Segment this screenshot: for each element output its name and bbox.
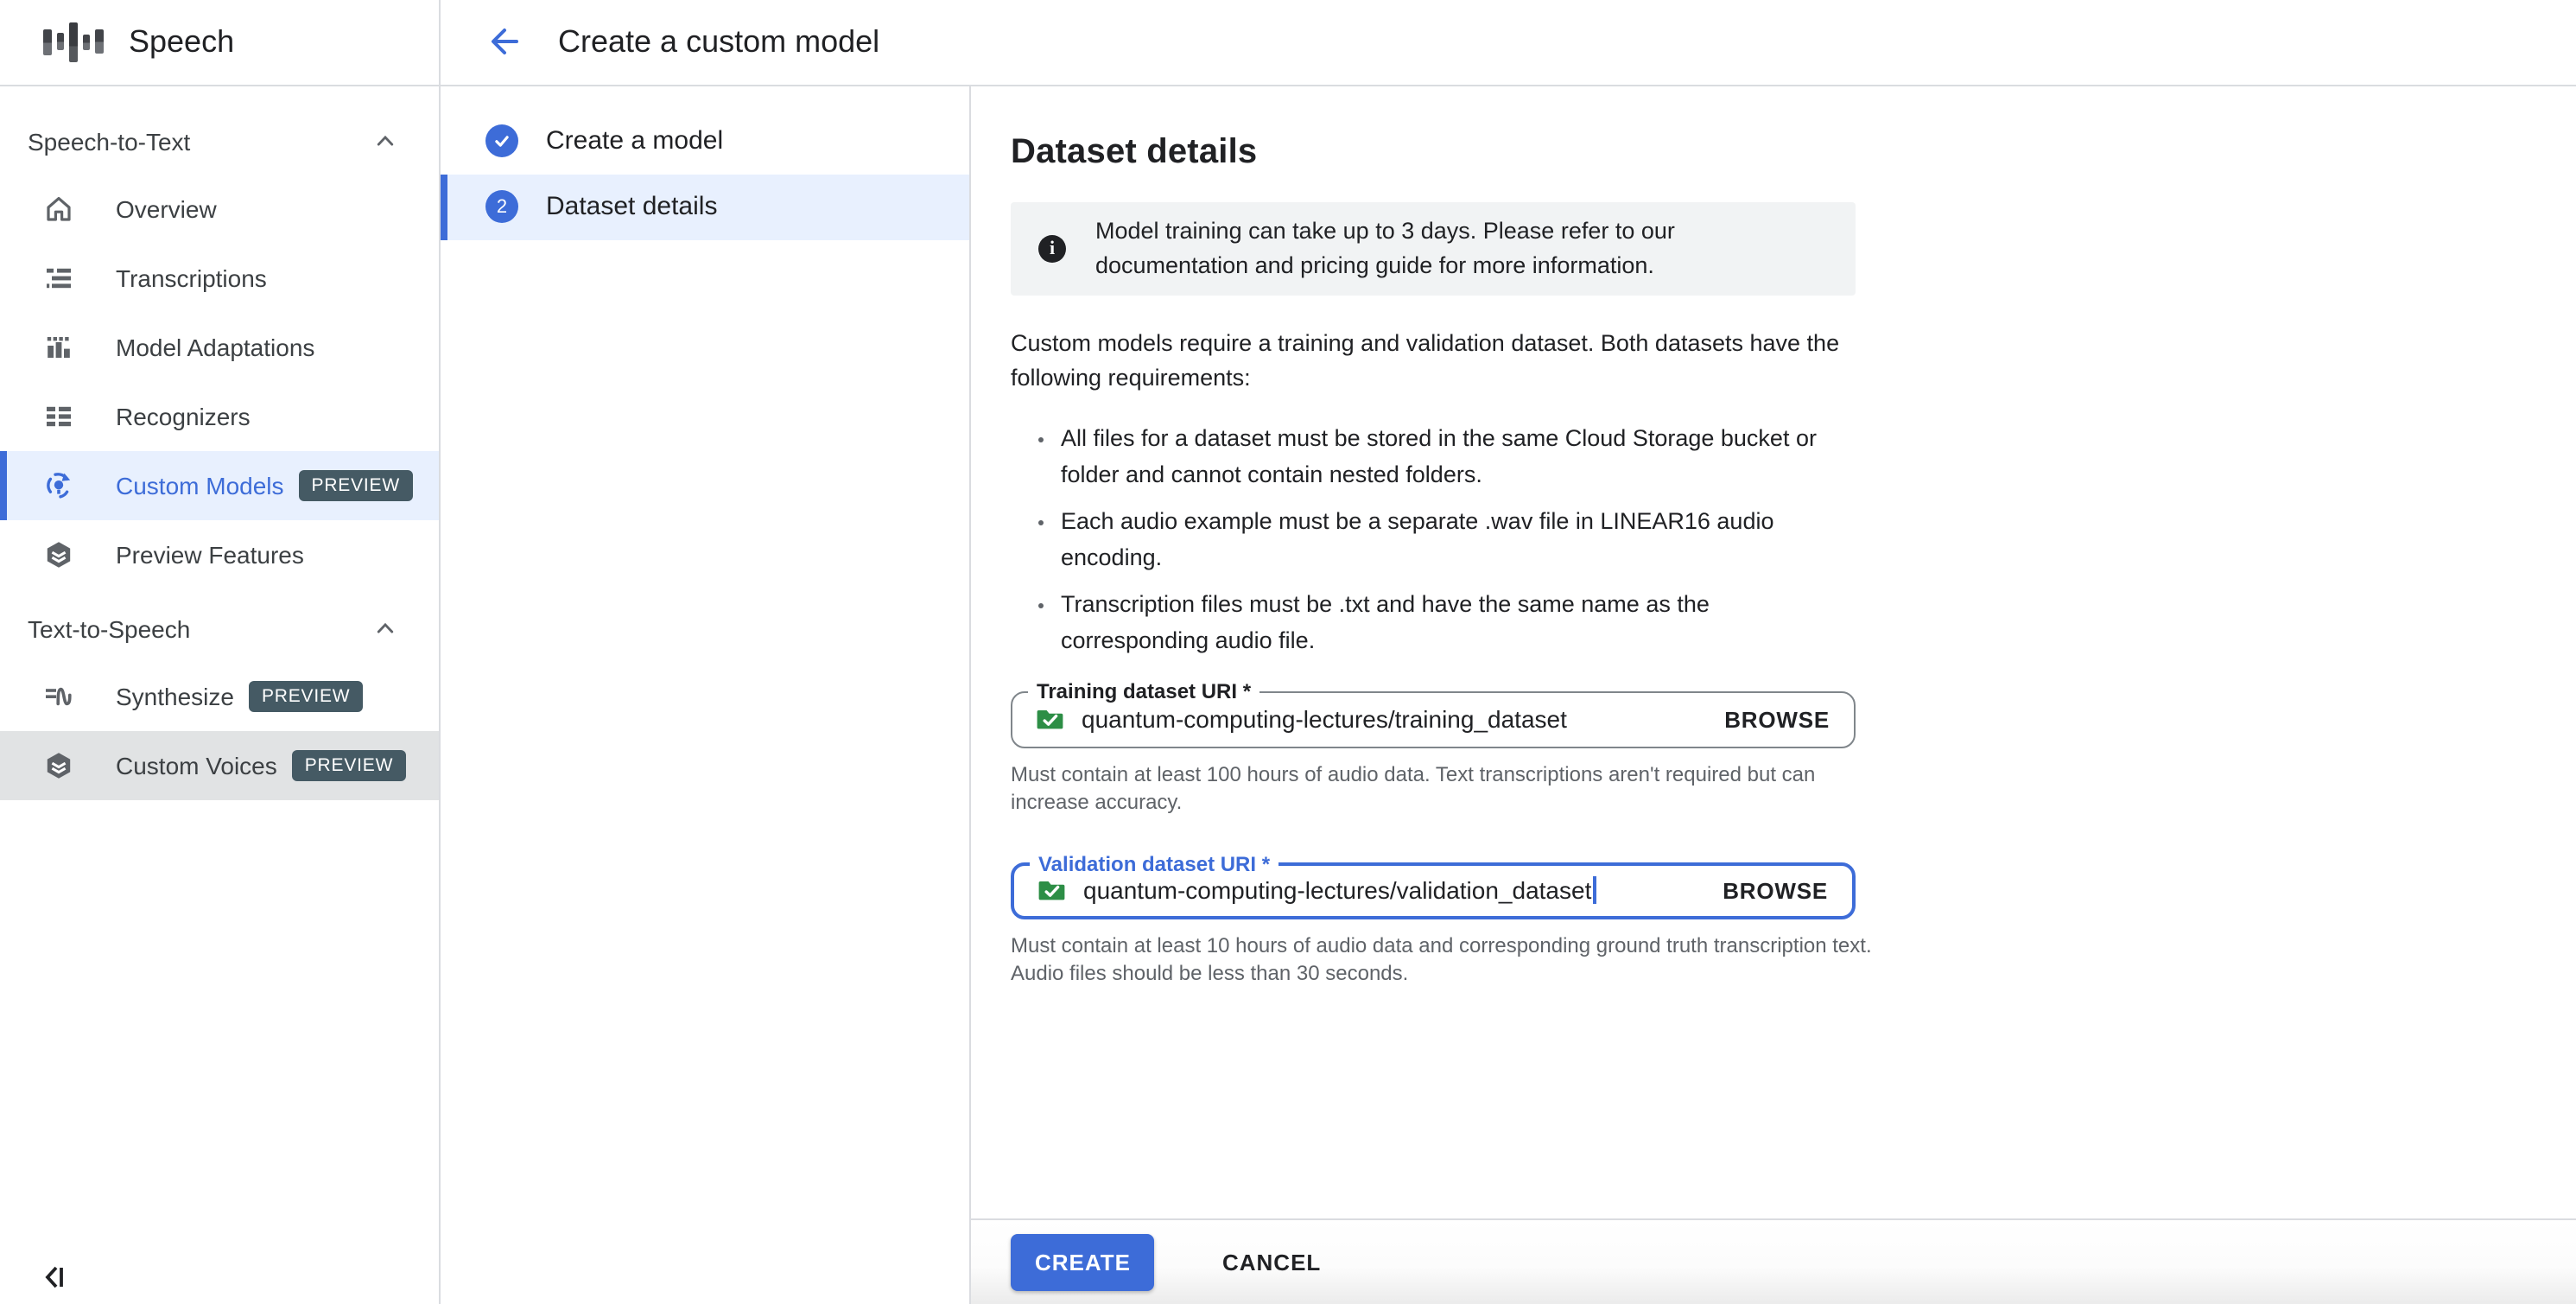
- requirements-list: [1011, 419, 1856, 658]
- info-icon: i: [1038, 234, 1066, 262]
- product-home[interactable]: [0, 0, 441, 84]
- chevron-up-icon: [373, 616, 397, 640]
- info-banner: [1011, 201, 1856, 295]
- wizard-stepper: [441, 86, 971, 1304]
- requirement-item: • Each audio example must be a separate .wav file in LINEAR16 audio encoding.: [1061, 502, 1856, 575]
- create-button[interactable]: CREATE: [1011, 1233, 1155, 1290]
- back-arrow-icon[interactable]: [487, 25, 522, 60]
- sidebar-section-text-to-speech[interactable]: [0, 595, 439, 661]
- section-label: Speech-to-Text: [28, 127, 191, 155]
- step-label: Create a model: [546, 126, 724, 156]
- folder-check-icon: [1037, 705, 1064, 733]
- cancel-button[interactable]: CANCEL: [1212, 1247, 1331, 1276]
- intro-text: Custom models require a training and validation dataset. Both datasets have the following requirements:: [1011, 329, 1840, 390]
- step-dataset-details[interactable]: [441, 174, 969, 239]
- field-label: Validation dataset URI *: [1030, 851, 1278, 875]
- preview-badge: PREVIEW: [250, 680, 362, 711]
- browse-training-button[interactable]: BROWSE: [1704, 706, 1830, 732]
- top-bar: [0, 0, 2576, 86]
- sidebar-item-label: Transcriptions: [116, 264, 267, 291]
- collapse-sidebar-icon[interactable]: [41, 1263, 69, 1290]
- validation-dataset-uri-field[interactable]: [1011, 851, 1856, 919]
- layers-icon: [43, 749, 74, 780]
- field-label: Training dataset URI *: [1028, 678, 1259, 703]
- browse-validation-button[interactable]: BROWSE: [1702, 877, 1828, 903]
- requirement-item: • All files for a dataset must be stored in the same Cloud Storage bucket or folder and cannot contain nested folders.: [1061, 419, 1856, 492]
- validation-dataset-uri-input[interactable]: quantum-computing-lectures/validation_dataset: [1083, 876, 1702, 904]
- bar-chart-icon: [43, 331, 74, 362]
- sidebar-item-label: Model Adaptations: [116, 333, 315, 360]
- sidebar-item-label: Synthesize: [116, 682, 234, 709]
- chevron-up-icon: [373, 129, 397, 153]
- sidebar-item-custom-voices[interactable]: [0, 730, 439, 799]
- text-caret: [1593, 876, 1596, 904]
- training-dataset-uri-input[interactable]: quantum-computing-lectures/training_dataset: [1082, 705, 1567, 733]
- sidebar-item-recognizers[interactable]: [0, 381, 439, 450]
- step-number: 2: [485, 190, 518, 223]
- section-label: Text-to-Speech: [28, 614, 191, 642]
- sidebar-item-model-adaptations[interactable]: [0, 312, 439, 381]
- training-dataset-uri-field[interactable]: [1011, 678, 1856, 747]
- home-icon: [43, 193, 74, 224]
- validation-helper-text: Must contain at least 10 hours of audio data and corresponding ground truth transcription text. Audio files should be less than 30 seconds.: [1011, 932, 1872, 985]
- recognizers-list-icon: [43, 400, 74, 431]
- model-training-icon: [43, 469, 74, 500]
- sidebar-item-preview-features[interactable]: [0, 519, 439, 588]
- layers-icon: [43, 538, 74, 569]
- sidebar-item-label: Preview Features: [116, 540, 304, 568]
- folder-check-icon: [1038, 876, 1066, 904]
- step-completed-check-icon: [485, 124, 518, 157]
- sidebar-item-synthesize[interactable]: [0, 661, 439, 730]
- page-heading: Dataset details: [1011, 132, 1258, 170]
- sidebar-section-speech-to-text[interactable]: [0, 108, 439, 174]
- sidebar-item-label: Recognizers: [116, 402, 251, 429]
- requirement-item: • Transcription files must be .txt and have the same name as the corresponding audio file.: [1061, 585, 1856, 658]
- sidebar-item-label: Custom Models: [116, 471, 284, 499]
- main-panel: [971, 86, 2576, 1304]
- product-name: Speech: [129, 23, 235, 59]
- step-create-a-model[interactable]: [441, 108, 969, 174]
- sidebar-item-label: Custom Voices: [116, 751, 277, 779]
- sidebar-item-transcriptions[interactable]: [0, 243, 439, 312]
- synthesize-waveform-icon: [43, 680, 74, 711]
- sidebar: [0, 86, 441, 1304]
- sidebar-item-overview[interactable]: [0, 174, 439, 243]
- training-helper-text: Must contain at least 100 hours of audio data. Text transcriptions aren't required but can increase accuracy.: [1011, 761, 1816, 814]
- info-banner-text: Model training can take up to 3 days. Please refer to our documentation and pricing guide for more information.: [1095, 217, 1675, 277]
- sidebar-item-label: Overview: [116, 194, 217, 222]
- preview-badge: PREVIEW: [300, 469, 412, 500]
- speech-logo-icon: [43, 20, 103, 65]
- sidebar-item-custom-models[interactable]: [0, 450, 439, 519]
- page-title: Create a custom model: [558, 23, 880, 59]
- step-label: Dataset details: [546, 192, 718, 221]
- transcriptions-icon: [43, 262, 74, 293]
- page-header: [441, 0, 879, 84]
- action-bar: [971, 1218, 2576, 1304]
- preview-badge: PREVIEW: [293, 749, 405, 780]
